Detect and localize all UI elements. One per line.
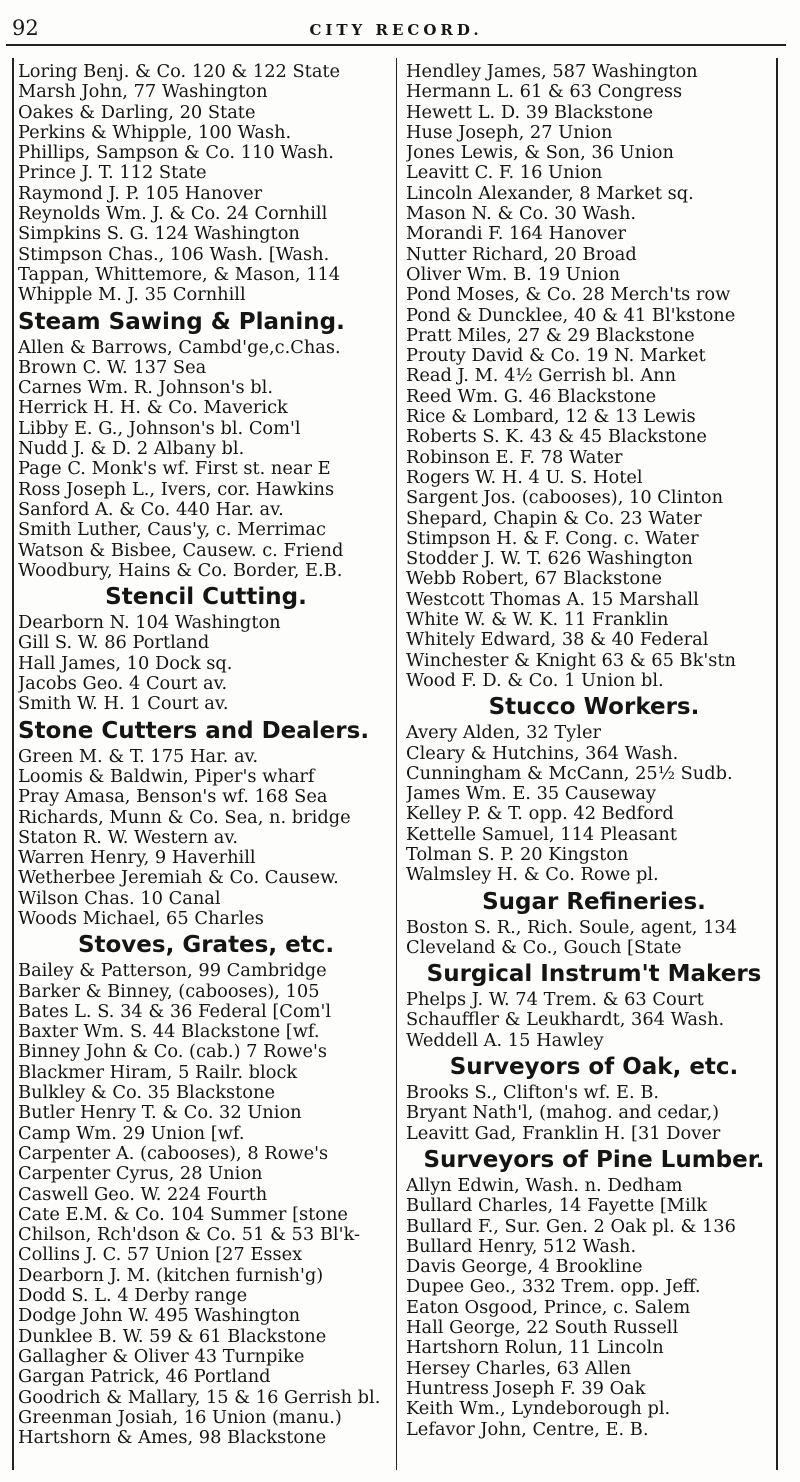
directory-entry: Hartshorn & Ames, 98 Blackstone (18, 1428, 327, 1449)
directory-entry: Schauffler & Leukhardt, 364 Wash. (406, 1010, 725, 1031)
directory-entry: Wilson Chas. 10 Canal (18, 888, 221, 909)
directory-entry: Simpkins S. G. 124 Washington (18, 224, 300, 245)
directory-entry: Cleary & Hutchins, 364 Wash. (406, 743, 679, 764)
directory-entry: Dupee Geo., 332 Trem. opp. Jeff. (406, 1277, 701, 1298)
directory-entry: Robinson E. F. 78 Water (406, 447, 623, 468)
directory-entry: Walmsley H. & Co. Rowe pl. (406, 865, 659, 886)
directory-entry: Eaton Osgood, Prince, c. Salem (406, 1297, 691, 1318)
directory-entry: Woodbury, Hains & Co. Border, E.B. (18, 560, 343, 581)
directory-entry: Nudd J. & D. 2 Albany bl. (18, 439, 245, 460)
directory-page (6, 4, 786, 1474)
directory-entry: Bullard F., Sur. Gen. 2 Oak pl. & 136 (406, 1216, 736, 1237)
section-heading: Stone Cutters and Dealers. (18, 717, 370, 744)
directory-entry: Chilson, Rch'dson & Co. 51 & 53 Bl'k- (18, 1225, 360, 1246)
directory-entry: Morandi F. 164 Hanover (406, 224, 626, 245)
column-divider (396, 58, 397, 1470)
directory-entry: Reed Wm. G. 46 Blackstone (406, 386, 657, 407)
directory-entry: Stodder J. W. T. 626 Washington (406, 549, 693, 570)
directory-entry: Smith W. H. 1 Court av. (18, 694, 229, 715)
directory-entry: Kelley P. & T. opp. 42 Bedford (406, 804, 674, 825)
directory-entry: Cate E.M. & Co. 104 Summer [stone (18, 1204, 348, 1225)
directory-entry: Jacobs Geo. 4 Court av. (18, 674, 228, 695)
directory-entry: Stimpson H. & F. Cong. c. Water (406, 528, 699, 549)
directory-entry: Page C. Monk's wf. First st. near E (18, 459, 331, 480)
directory-entry: Lincoln Alexander, 8 Market sq. (406, 183, 694, 204)
directory-entry: Ross Joseph L., Ivers, cor. Hawkins (18, 479, 335, 500)
directory-entry: Green M. & T. 175 Har. av. (18, 746, 259, 767)
directory-entry: Bullard Henry, 512 Wash. (406, 1236, 637, 1257)
section-heading: Sugar Refineries. (482, 888, 706, 915)
directory-entry: Hall George, 22 South Russell (406, 1318, 679, 1339)
directory-entry: Pond & Duncklee, 40 & 41 Bl'kstone (406, 305, 736, 326)
running-title: CITY RECORD. (309, 21, 483, 39)
directory-entry: Woods Michael, 65 Charles (18, 908, 264, 929)
directory-entry: Oliver Wm. B. 19 Union (406, 264, 621, 285)
directory-entry: Bailey & Patterson, 99 Cambridge (18, 961, 327, 982)
directory-entry: Avery Alden, 32 Tyler (406, 723, 601, 744)
directory-entry: Pratt Miles, 27 & 29 Blackstone (406, 325, 695, 346)
directory-entry: Marsh John, 77 Washington (18, 82, 268, 103)
directory-entry: Bulkley & Co. 35 Blackstone (18, 1083, 275, 1104)
directory-entry: Loomis & Baldwin, Piper's wharf (18, 766, 315, 787)
directory-entry: Tolman S. P. 20 Kingston (406, 844, 629, 865)
directory-entry: Weddell A. 15 Hawley (406, 1030, 604, 1051)
directory-entry: Leavitt Gad, Franklin H. [31 Dover (406, 1123, 721, 1144)
directory-entry: Dearborn J. M. (kitchen furnish'g) (18, 1265, 324, 1286)
directory-entry: Whipple M. J. 35 Cornhill (18, 285, 246, 306)
directory-entry: Oakes & Darling, 20 State (18, 102, 256, 123)
directory-entry: Dearborn N. 104 Washington (18, 613, 281, 634)
directory-entry: Cunningham & McCann, 25½ Sudb. (406, 763, 733, 784)
directory-entry: Smith Luther, Caus'y, c. Merrimac (18, 520, 326, 541)
directory-entry: Hall James, 10 Dock sq. (18, 653, 233, 674)
directory-entry: Perkins & Whipple, 100 Wash. (18, 122, 292, 143)
directory-entry: Goodrich & Mallary, 15 & 16 Gerrish bl. (18, 1387, 381, 1408)
directory-entry: Bryant Nath'l, (mahog. and cedar,) (406, 1103, 720, 1124)
directory-entry: Camp Wm. 29 Union [wf. (18, 1123, 245, 1144)
section-heading: Surveyors of Pine Lumber. (423, 1146, 765, 1173)
section-heading: Surgical Instrum't Makers (426, 961, 762, 988)
directory-entry: Blackmer Hiram, 5 Railr. block (18, 1062, 298, 1083)
directory-entry: Dodd S. L. 4 Derby range (18, 1286, 248, 1307)
directory-entry: Staton R. W. Western av. (18, 827, 238, 848)
directory-entry: Mason N. & Co. 30 Wash. (406, 204, 637, 225)
directory-entry: Baxter Wm. S. 44 Blackstone [wf. (18, 1022, 320, 1043)
directory-entry: Phelps J. W. 74 Trem. & 63 Court (406, 990, 704, 1011)
directory-entry: Richards, Munn & Co. Sea, n. bridge (18, 807, 351, 828)
directory-entry: Carpenter Cyrus, 28 Union (18, 1164, 263, 1185)
directory-entry: Huse Joseph, 27 Union (406, 122, 613, 143)
section-heading: Stoves, Grates, etc. (77, 932, 335, 959)
directory-entry: Read J. M. 4½ Gerrish bl. Ann (406, 366, 677, 387)
directory-entry: Sargent Jos. (cabooses), 10 Clinton (406, 488, 724, 509)
directory-entry: Keith Wm., Lyndeborough pl. (406, 1399, 671, 1420)
directory-entry: Roberts S. K. 43 & 45 Blackstone (406, 427, 707, 448)
directory-entry: Allyn Edwin, Wash. n. Dedham (406, 1175, 683, 1196)
directory-entry: White W. & W. K. 11 Franklin (406, 610, 669, 631)
directory-entry: Hermann L. 61 & 63 Congress (406, 82, 683, 103)
directory-entry: Collins J. C. 57 Union [27 Essex (18, 1245, 303, 1266)
directory-entry: Boston S. R., Rich. Soule, agent, 134 (406, 917, 738, 938)
section-heading: Stencil Cutting. (105, 584, 307, 611)
directory-entry: Kettelle Samuel, 114 Pleasant (406, 824, 677, 845)
directory-entry: Hendley James, 587 Washington (406, 62, 698, 82)
directory-entry: Davis George, 4 Brookline (406, 1257, 643, 1278)
directory-entry: Greenman Josiah, 16 Union (manu.) (18, 1407, 342, 1428)
directory-entry: Raymond J. P. 105 Hanover (18, 183, 263, 204)
directory-entry: Huntress Joseph F. 39 Oak (406, 1378, 646, 1399)
directory-entry: Bullard Charles, 14 Fayette [Milk (406, 1196, 708, 1217)
directory-entry: Allen & Barrows, Cambd'ge,c.Chas. (18, 337, 341, 358)
directory-entry: Rice & Lombard, 12 & 13 Lewis (406, 407, 696, 428)
directory-entry: Stimpson Chas., 106 Wash. [Wash. (18, 244, 330, 265)
directory-entry: Loring Benj. & Co. 120 & 122 State (18, 62, 341, 82)
directory-entry: Warren Henry, 9 Haverhill (18, 848, 256, 869)
directory-entry: Dodge John W. 495 Washington (18, 1306, 301, 1327)
directory-entry: Hartshorn Rolun, 11 Lincoln (406, 1338, 664, 1359)
directory-entry: Winchester & Knight 63 & 65 Bk'stn (406, 650, 737, 671)
directory-entry: Carpenter A. (cabooses), 8 Rowe's (18, 1143, 329, 1164)
section-heading: Steam Sawing & Planing. (18, 308, 345, 335)
directory-entry: Prince J. T. 112 State (18, 163, 207, 184)
directory-entry: Lefavor John, Centre, E. B. (406, 1419, 649, 1440)
directory-entry: Jones Lewis, & Son, 36 Union (406, 143, 674, 164)
directory-entry: Pray Amasa, Benson's wf. 168 Sea (18, 787, 328, 808)
directory-entry: Tappan, Whittemore, & Mason, 114 (18, 264, 341, 285)
directory-entry: Westcott Thomas A. 15 Marshall (406, 589, 699, 610)
directory-entry: Nutter Richard, 20 Broad (406, 244, 637, 265)
directory-entry: Gill S. W. 86 Portland (18, 633, 210, 654)
directory-entry: Bates L. S. 34 & 36 Federal [Com'l (18, 1001, 332, 1022)
directory-entry: Sanford A. & Co. 440 Har. av. (18, 499, 284, 520)
page-header (6, 4, 786, 46)
page-number: 92 (12, 16, 39, 40)
directory-entry: Binney John & Co. (cab.) 7 Rowe's (18, 1042, 327, 1063)
section-heading: Stucco Workers. (488, 694, 700, 721)
left-column (18, 62, 394, 1448)
directory-entry: Rogers W. H. 4 U. S. Hotel (406, 467, 643, 488)
directory-entry: Barker & Binney, (cabooses), 105 (18, 981, 320, 1002)
directory-entry: Whitely Edward, 38 & 40 Federal (406, 630, 709, 651)
directory-entry: Brooks S., Clifton's wf. E. B. (406, 1083, 660, 1104)
directory-entry: Shepard, Chapin & Co. 23 Water (406, 508, 702, 529)
right-column (406, 62, 782, 1440)
directory-entry: Carnes Wm. R. Johnson's bl. (18, 378, 273, 399)
directory-entry: Prouty David & Co. 19 N. Market (406, 346, 706, 367)
directory-entry: Webb Robert, 67 Blackstone (406, 569, 663, 590)
directory-entry: Reynolds Wm. J. & Co. 24 Cornhill (18, 204, 328, 225)
directory-entry: Phillips, Sampson & Co. 110 Wash. (18, 143, 334, 164)
directory-entry: Caswell Geo. W. 224 Fourth (18, 1184, 268, 1205)
directory-entry: Dunklee B. W. 59 & 61 Blackstone (18, 1326, 327, 1347)
directory-entry: James Wm. E. 35 Causeway (406, 784, 657, 805)
directory-entry: Hewett L. D. 39 Blackstone (406, 102, 654, 123)
section-heading: Surveyors of Oak, etc. (449, 1054, 739, 1081)
directory-entry: Gargan Patrick, 46 Portland (18, 1367, 271, 1388)
directory-entry: Wood F. D. & Co. 1 Union bl. (406, 670, 664, 691)
directory-entry: Wetherbee Jeremiah & Co. Causew. (18, 868, 339, 889)
directory-entry: Libby E. G., Johnson's bl. Com'l (18, 418, 301, 439)
directory-entry: Brown C. W. 137 Sea (18, 357, 207, 378)
directory-entry: Gallagher & Oliver 43 Turnpike (18, 1346, 305, 1367)
directory-entry: Watson & Bisbee, Causew. c. Friend (18, 540, 344, 561)
directory-entry: Hersey Charles, 63 Allen (406, 1358, 632, 1379)
directory-entry: Cleveland & Co., Gouch [State (406, 937, 682, 958)
directory-entry: Leavitt C. F. 16 Union (406, 163, 603, 184)
directory-entry: Butler Henry T. & Co. 32 Union (18, 1103, 302, 1124)
directory-entry: Pond Moses, & Co. 28 Merch'ts row (406, 285, 731, 306)
directory-entry: Herrick H. H. & Co. Maverick (18, 398, 288, 419)
